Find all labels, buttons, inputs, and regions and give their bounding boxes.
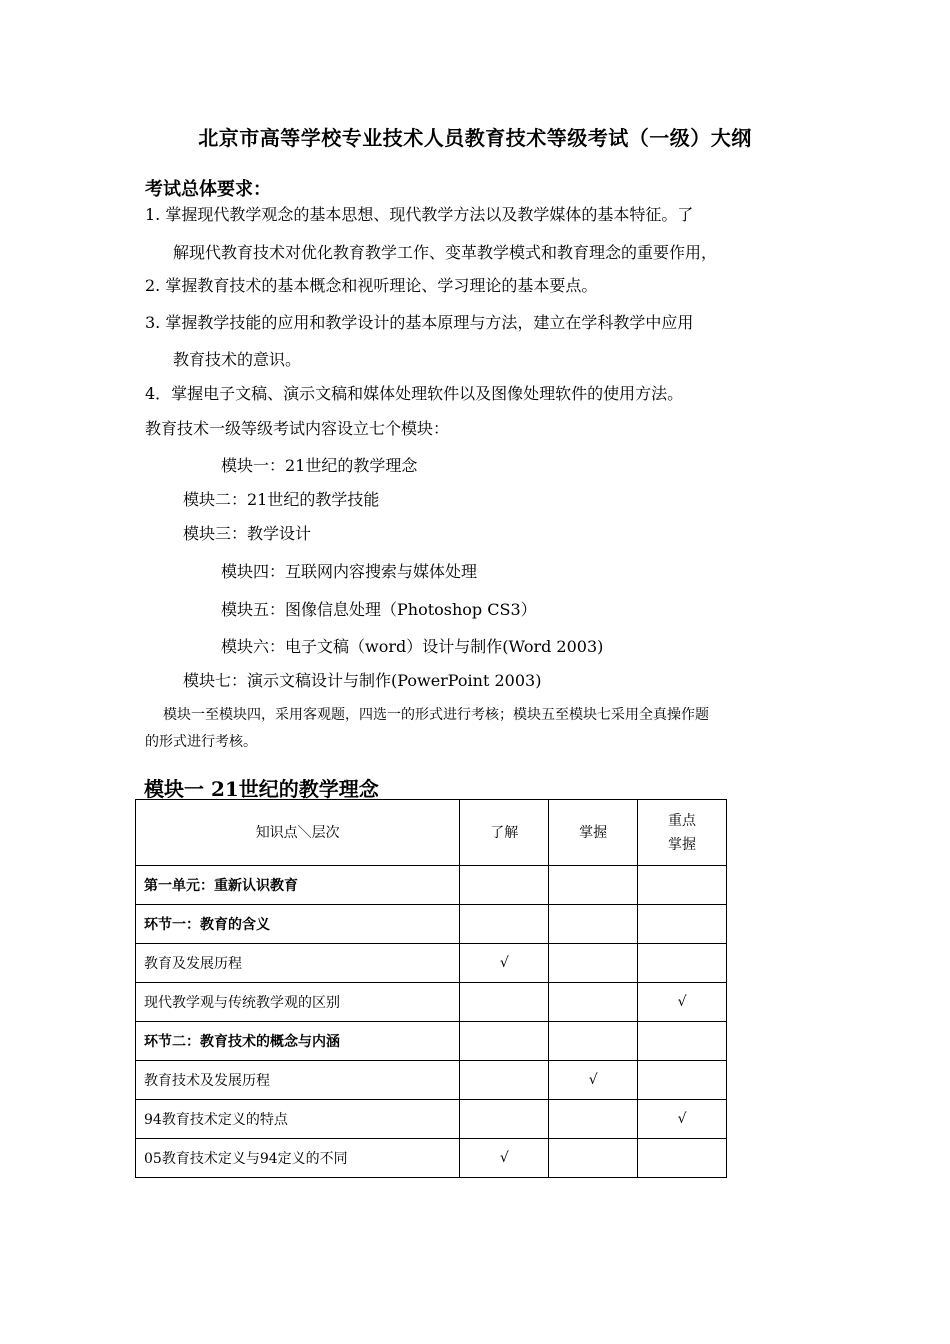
module-list-item-3: 模块三：教学设计 [183,524,312,543]
module-list-item-1: 模块一：21世纪的教学理念 [221,456,418,475]
row-key-master-mark [638,1061,727,1100]
header-topic-level: 知识点＼层次 [136,800,460,866]
row-topic: 现代教学观与传统教学观的区别 [136,983,460,1022]
header-understand: 了解 [460,800,549,866]
row-topic: 94教育技术定义的特点 [136,1100,460,1139]
row-key-master-mark [638,866,727,905]
row-topic: 环节二：教育技术的概念与内涵 [136,1022,460,1061]
table-row [136,1022,727,1061]
header-key-master [638,800,727,866]
exam-format-note-cont: 的形式进行考核。 [145,734,257,750]
row-understand-mark: √ [460,1139,549,1178]
row-master-mark [549,1022,638,1061]
row-understand-mark [460,1022,549,1061]
table-row [136,866,727,905]
row-master-mark [549,983,638,1022]
row-understand-mark [460,1061,549,1100]
requirement-item-2: 2. 掌握教育技术的基本概念和视听理论、学习理论的基本要点。 [145,276,598,295]
row-key-master-mark: √ [638,1100,727,1139]
module-list-item-5: 模块五：图像信息处理（Photoshop CS3） [221,600,537,619]
row-key-master-mark: √ [638,983,727,1022]
requirement-item-1-cont: 解现代教育技术对优化教育教学工作、变革教学模式和教育理念的重要作用， [173,243,718,262]
requirement-item-3-cont: 教育技术的意识。 [173,350,302,369]
row-topic: 环节一：教育的含义 [136,905,460,944]
row-key-master-mark [638,1022,727,1061]
module1-table [135,799,727,1178]
row-understand-mark: √ [460,944,549,983]
header-key-line1: 重点 [668,812,697,829]
row-topic: 教育技术及发展历程 [136,1061,460,1100]
modules-intro: 教育技术一级等级考试内容设立七个模块： [145,419,450,438]
row-key-master-mark [638,905,727,944]
module1-title: 模块一 21世纪的教学理念 [144,777,379,801]
document-title: 北京市高等学校专业技术人员教育技术等级考试（一级）大纲 [198,126,752,150]
row-topic: 第一单元：重新认识教育 [136,866,460,905]
table-row [136,905,727,944]
row-master-mark [549,866,638,905]
row-topic: 教育及发展历程 [136,944,460,983]
row-master-mark [549,944,638,983]
table-row [136,1100,727,1139]
requirement-item-1: 1. 掌握现代教学观念的基本思想、现代教学方法以及教学媒体的基本特征。了 [145,205,694,224]
exam-format-note: 模块一至模块四，采用客观题，四选一的形式进行考核；模块五至模块七采用全真操作题 [163,707,709,723]
row-understand-mark [460,905,549,944]
row-understand-mark [460,983,549,1022]
row-master-mark [549,1139,638,1178]
table-row [136,983,727,1022]
module-list-item-2: 模块二：21世纪的教学技能 [183,490,380,509]
requirements-heading: 考试总体要求： [145,179,271,200]
table-row [136,1061,727,1100]
row-master-mark [549,905,638,944]
row-key-master-mark [638,944,727,983]
row-topic: 05教育技术定义与94定义的不同 [136,1139,460,1178]
header-key-line2: 掌握 [668,836,697,853]
requirement-item-3: 3. 掌握教学技能的应用和教学设计的基本原理与方法，建立在学科教学中应用 [145,313,694,332]
row-master-mark [549,1100,638,1139]
row-understand-mark [460,1100,549,1139]
table-row [136,944,727,983]
module-list-item-6: 模块六：电子文稿（word）设计与制作(Word 2003) [221,637,604,656]
module-list-item-4: 模块四：互联网内容搜索与媒体处理 [221,562,478,581]
row-understand-mark [460,866,549,905]
header-master: 掌握 [549,800,638,866]
row-master-mark: √ [549,1061,638,1100]
row-key-master-mark [638,1139,727,1178]
requirement-item-4: 4．掌握电子文稿、演示文稿和媒体处理软件以及图像处理软件的使用方法。 [145,384,684,403]
table-row [136,1139,727,1178]
table-header-row [136,800,727,866]
module-list-item-7: 模块七：演示文稿设计与制作(PowerPoint 2003) [183,671,542,690]
